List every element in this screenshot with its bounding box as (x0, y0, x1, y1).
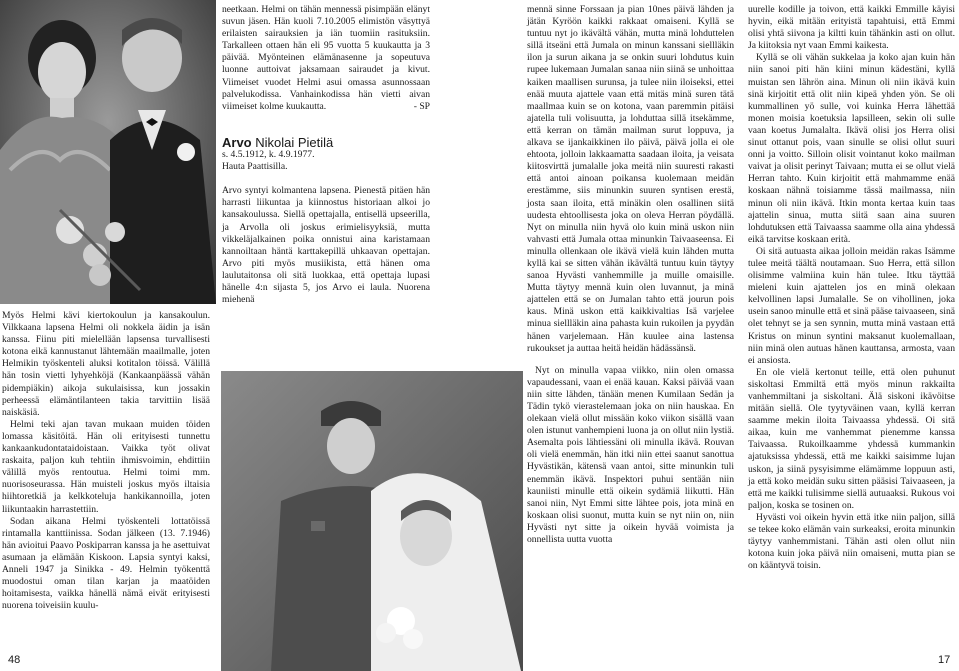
arvo-dates: s. 4.5.1912, k. 4.9.1977. (222, 149, 315, 161)
arvo-heading (222, 134, 430, 150)
page-number-left: 48 (8, 654, 21, 666)
left-paragraph-1: Myös Helmi kävi kiertokoulun ja kansakoulun. Vilkkaana lapsena Helmi oli nokkela äidin ja isän kanssa. Fiinu piti mielellään lapsensa turvallisesti kotona eikä kannustanut lähtemään maailmalle, joten Helmikin työskenteli aluksi kotitalon töissä. Välillä hän tosin vietti lyhyehköjä (Kankaanpäässä vähän pidempiäkin) aikoja sukulaisissa, kun jossakin perheessä elämäntilanteen takia tarvittiin lisää naiskäsiä. (2, 310, 210, 418)
wedding-illustration (221, 371, 523, 671)
soldier-and-bride-photo (221, 371, 523, 671)
page-number-right: 17 (938, 654, 951, 666)
letter-column-2 (748, 4, 955, 572)
letter-paragraph-7: Hyvästi voi oikein hyvin että itke niin paljon, sillä se tekee koko elämän vain surkeaksi, eroita minunkin täytyy vanhemmistani. Tähän asti olen ollut niin kotona kuin joka päivä niin omaiseni, mutta pian se on kääntyvä toisin. (748, 511, 955, 572)
middle-top-paragraph: neetkaan. Helmi on tähän mennessä pisimpään elänyt suvun jäsen. Hän kuoli 7.10.2005 elimistön väsyttyä erilaisten sairauksien ja iän tuomiin rasituksiin. Tarkalleen ottaen hän eli 95 vuotta 5 kuukautta ja 3 päivää. Myönteinen elämänasenne ja sopeutuva luonne auttoivat jaksamaan sairaudet ja kivut. Viimeiset vuodet Helmi asui omassa asunnossaan palvelukodissa. Vanhainkodissa hän vietti aivan viimeiset kolme kuukautta. (222, 4, 430, 112)
letter-paragraph-2: Nyt on minulla vapaa viikko, niin olen omassa vapaudessani, vaan ei enää kauan. Kaksi päivää vaan niin sitte lähden, tänään menen Kumilaan Sedän ja Tädin tykö vierastelemaan joka on niin hauskaa. En olekaan vielä ollut missään koko viikon sisällä vaan olen istunut vanhempieni luona ja on ollut niin lystiä. Asemalta pois lähtiessäni oli minulla ikävä. Rouvan oli vielä enemmän, hän itki niin ettei saanut sanottua Hyvästikän, kätensä vaan antoi, sitte minunkin tuli enemmän ikävä. Inspektori puhui sentään niin kauniisti minulle että oikein sydämiä liikutti. Hän sanoi niin, Nyt Emmi sitte lähtee pois, jota minä en koskaan olisi suonut, mutta kuin se nyt niin on, niin Hyvästi nyt sitte ja oikein hyvää voimista ja onnellista uutta vuotta (527, 364, 734, 546)
letter-paragraph-4: Kyllä se oli vähän sukkelaa ja koko ajan kuin hän niin sanoi piti hän kiini minun kädestäni, kyllä muistan sen lährön aina. Minun oli niin ikävä kuin sinä kirjoitit että olit niin kipeä yhden yön. Se oli kummallinen yö sulle, voi kuinka Herra lähettää monen moisia koetuksia lapsilleen, sekin oli sulle vaan koetus Jumalalta. Ikävä olisi jos Herra olisi sinut ottanut pois, vaan sinulle se olisi ollut suuri onni ja voitto. Silloin olisit vointanut koko mailman vaivat ja olisit perinyt Taivaan; mutta ei se ollut vielä Herran tahto. Kuin kirjoitit että mahmamme enää koskaan nähnä toisiamme tässä mailmassa, niin minun oli niin ikävä. Itkin monta kertaa kuin taas ajattelin sinua, mutta siitä saan aina suuren lohdutuksen että Taivaassa saamme olla aina yhdessä eikä tarvitse koskaan erità. (748, 52, 955, 245)
arvo-last-name: Nikolai Pietilä (255, 134, 334, 150)
left-column-text (2, 310, 210, 612)
signature: - SP (413, 100, 430, 112)
arvo-grave: Hauta Paattisilla. (222, 161, 288, 173)
middle-column-text (222, 4, 430, 306)
left-paragraph-2: Helmi teki ajan tavan mukaan muiden töiden lomassa käsitöitä. Hän oli erityisesti tunnettu kankaankudontataidoistaan. Vaikka työt olivat raskaita, paljon kuh tehtiin ihmisvoimin, ehdittiin välillä myös rentoutua. Helmi toimi mm. nuorisoseurassa. Hän muisteli joskus myös iltaisia hiihtoretkiä ja kelkkoteluja hankikannoilla, joten liikuntaakin harrastettiin. (2, 418, 210, 515)
letter-column-1 (527, 4, 734, 546)
letter-paragraph-6: En ole vielä kertonut teille, että olen puhunut siskoltasi Emmiltä että myös minun rakkailta vanhemmiltani ja siskoltani. Älä siskoni ikävöitse mitään siellä. Ole tyytyväinen vaan, kyllä kerran saamme mekin iloita Taivaassa yhdessä. Oi sitä aikaa, kuin me vanhemmat pienemme kanssa Taivaassa. Rukoilkaamme yhdessä kummankin ajatuksissa yhdessä, että me kaikki saisimme lujan uskon, ja siinä pysyisimme elämämme loppuun asti, ja että koko meidän suku sitten pääsisi Taivaaseen, ja että me kaikki tulisimme siellä autuaaksi. Rukous voi paljon, koska se tosinen on. (748, 366, 955, 511)
left-paragraph-3: Sodan aikana Helmi työskenteli lottatöissä rintamalla kanttiinissa. Sodan jälkeen (13. 7.1946) hän avioitui Paavo Poskiparran kanssa ja he asettuivat asumaan ja elämään Kiskoon. Lapsia syntyi kaksi, Anneli 1947 ja Sinikka - 49. Helmin työkenttä muodostui oman tilan karjan ja maatöiden hoitamisesta, vaikka hänellä nämä eivät erityisesti nuorena toiveisiin kuulu- (2, 515, 210, 612)
letter-paragraph-3: uurelle kodille ja toivon, että kaikki Emmille käyisi hyvin, eikä mitään erityistä tapahtuisi, että Emmi olisi yhtä siivona ja kiltti kuin tähänkin asti on ollut. Ja kiitoksia nyt vaan Emmi kaikesta. (748, 4, 955, 52)
couple-portrait-photo (0, 0, 216, 304)
portrait-illustration (0, 0, 216, 304)
arvo-body-paragraph: Arvo syntyi kolmantena lapsena. Pienestä pitäen hän harrasti liikuntaa ja kiinnostus historiaan alkoi jo kansakoulussa. Siellä opettajalla, entisellä upseerilla, ja Arvolla oli joskus erimielisyyksiä, mutta vikkeläjalkainen poika onnistui aina karistamaan kannoiltaan häntä karttakepillä uhkaavan opettajan. Arvo piti myös musiikista, että hänen oma laulutaitonsa oli sitä luokkaa, että opettaja lupasi hänelle 4:n sijasta 5, jos Arvo ei laula. Nuorena miehenä (222, 185, 430, 306)
arvo-first-name: Arvo (222, 134, 252, 150)
letter-paragraph-5: Oi sitä autuasta aikaa jolloin meidän rakas Isämme tulee meitä täältä noutamaan. Suo Herra, että sillon olisimme valmiina kuin hän tulee. Itku täyttää mieleni kuin ajattelen jos en minä olekaan kelvollinen lapsi Jumalalle. Se on vihollinen, joka usein sanoo minulle että et sinä pääse taivaaseen, sinä olet tehnyt se ja sen synnin, mutta minä vastaan että Kristus on minun syntini maksanut kuolemallaan, niin minä olen autuas hänen kauttansa, armosta, vaan ei ansiosta. (748, 245, 955, 366)
letter-paragraph-1: mennä sinne Forssaan ja pian 10nes päivä lähden ja jätän Kyröön kaikki rakkaat omaiseni. Kyllä se tuntuu nyt jo ikävältä vähän, mutta minä lohduttelen sillä itseäni että Jumala on minun kanssani siellläkin ilon ja surun aikana ja se onkin suuri lohdutus kuin rupee lukemaan Jumalan sanaa niin siinä se unhoittaa kaiken maallisen surunsa, ja tulee niin iloiseksi, ettei enää muuta ajattele vaan että mitäs minä suren tätä maallmaa kuin se on kotona, vaan paremmin pitäisi ajatella tuli volisuutta, ja lohduttaa sillä itsekämme, että kerran on tämän mailman surut loppuva, ja alkava se ijankaikkinen ilo päivä, päivä jolla ei ole ehtoota, jolloin lakkaamatta saadaan iloita, ja veisata kiitosvirttä jumalalle joka meitä niin suuresti rakasti että antoi ainoan poikansa kuolemaan meidän erestämme, siis minunkin suuren syntisen erestä, josta saan iloita, että minäkin olen osallinen siitä uudesta ehtoollisesta joka on oleva Herran pöydällä. Nyt on minulla niin hyvä olo kuin minä uskon niin vahvasti että Jumala ottaa minunkin Taivaaseensa. Ei minulla ollenkaan ole ikävä vielä kuin lähden mutta kyllä kai se sitten vähän ikävältä tuntuu kuin täytyy sanoa Hyvästi vanhemmille ja muille omaisille. Mutta täytyy mennä kuin olen luvannut, ja minä ajattelen että se on Jumalan tahto että jourun pois kaus. Minä uskon että kaikkivaltias Isä varjelee minua siellläkin aina pahasta kuin rukoilen ja pyydän hänen varjelemaan. Hän kuulee aina lastensa rukoukset ja auttaa heitä heidän hädässänsä. (527, 4, 734, 354)
